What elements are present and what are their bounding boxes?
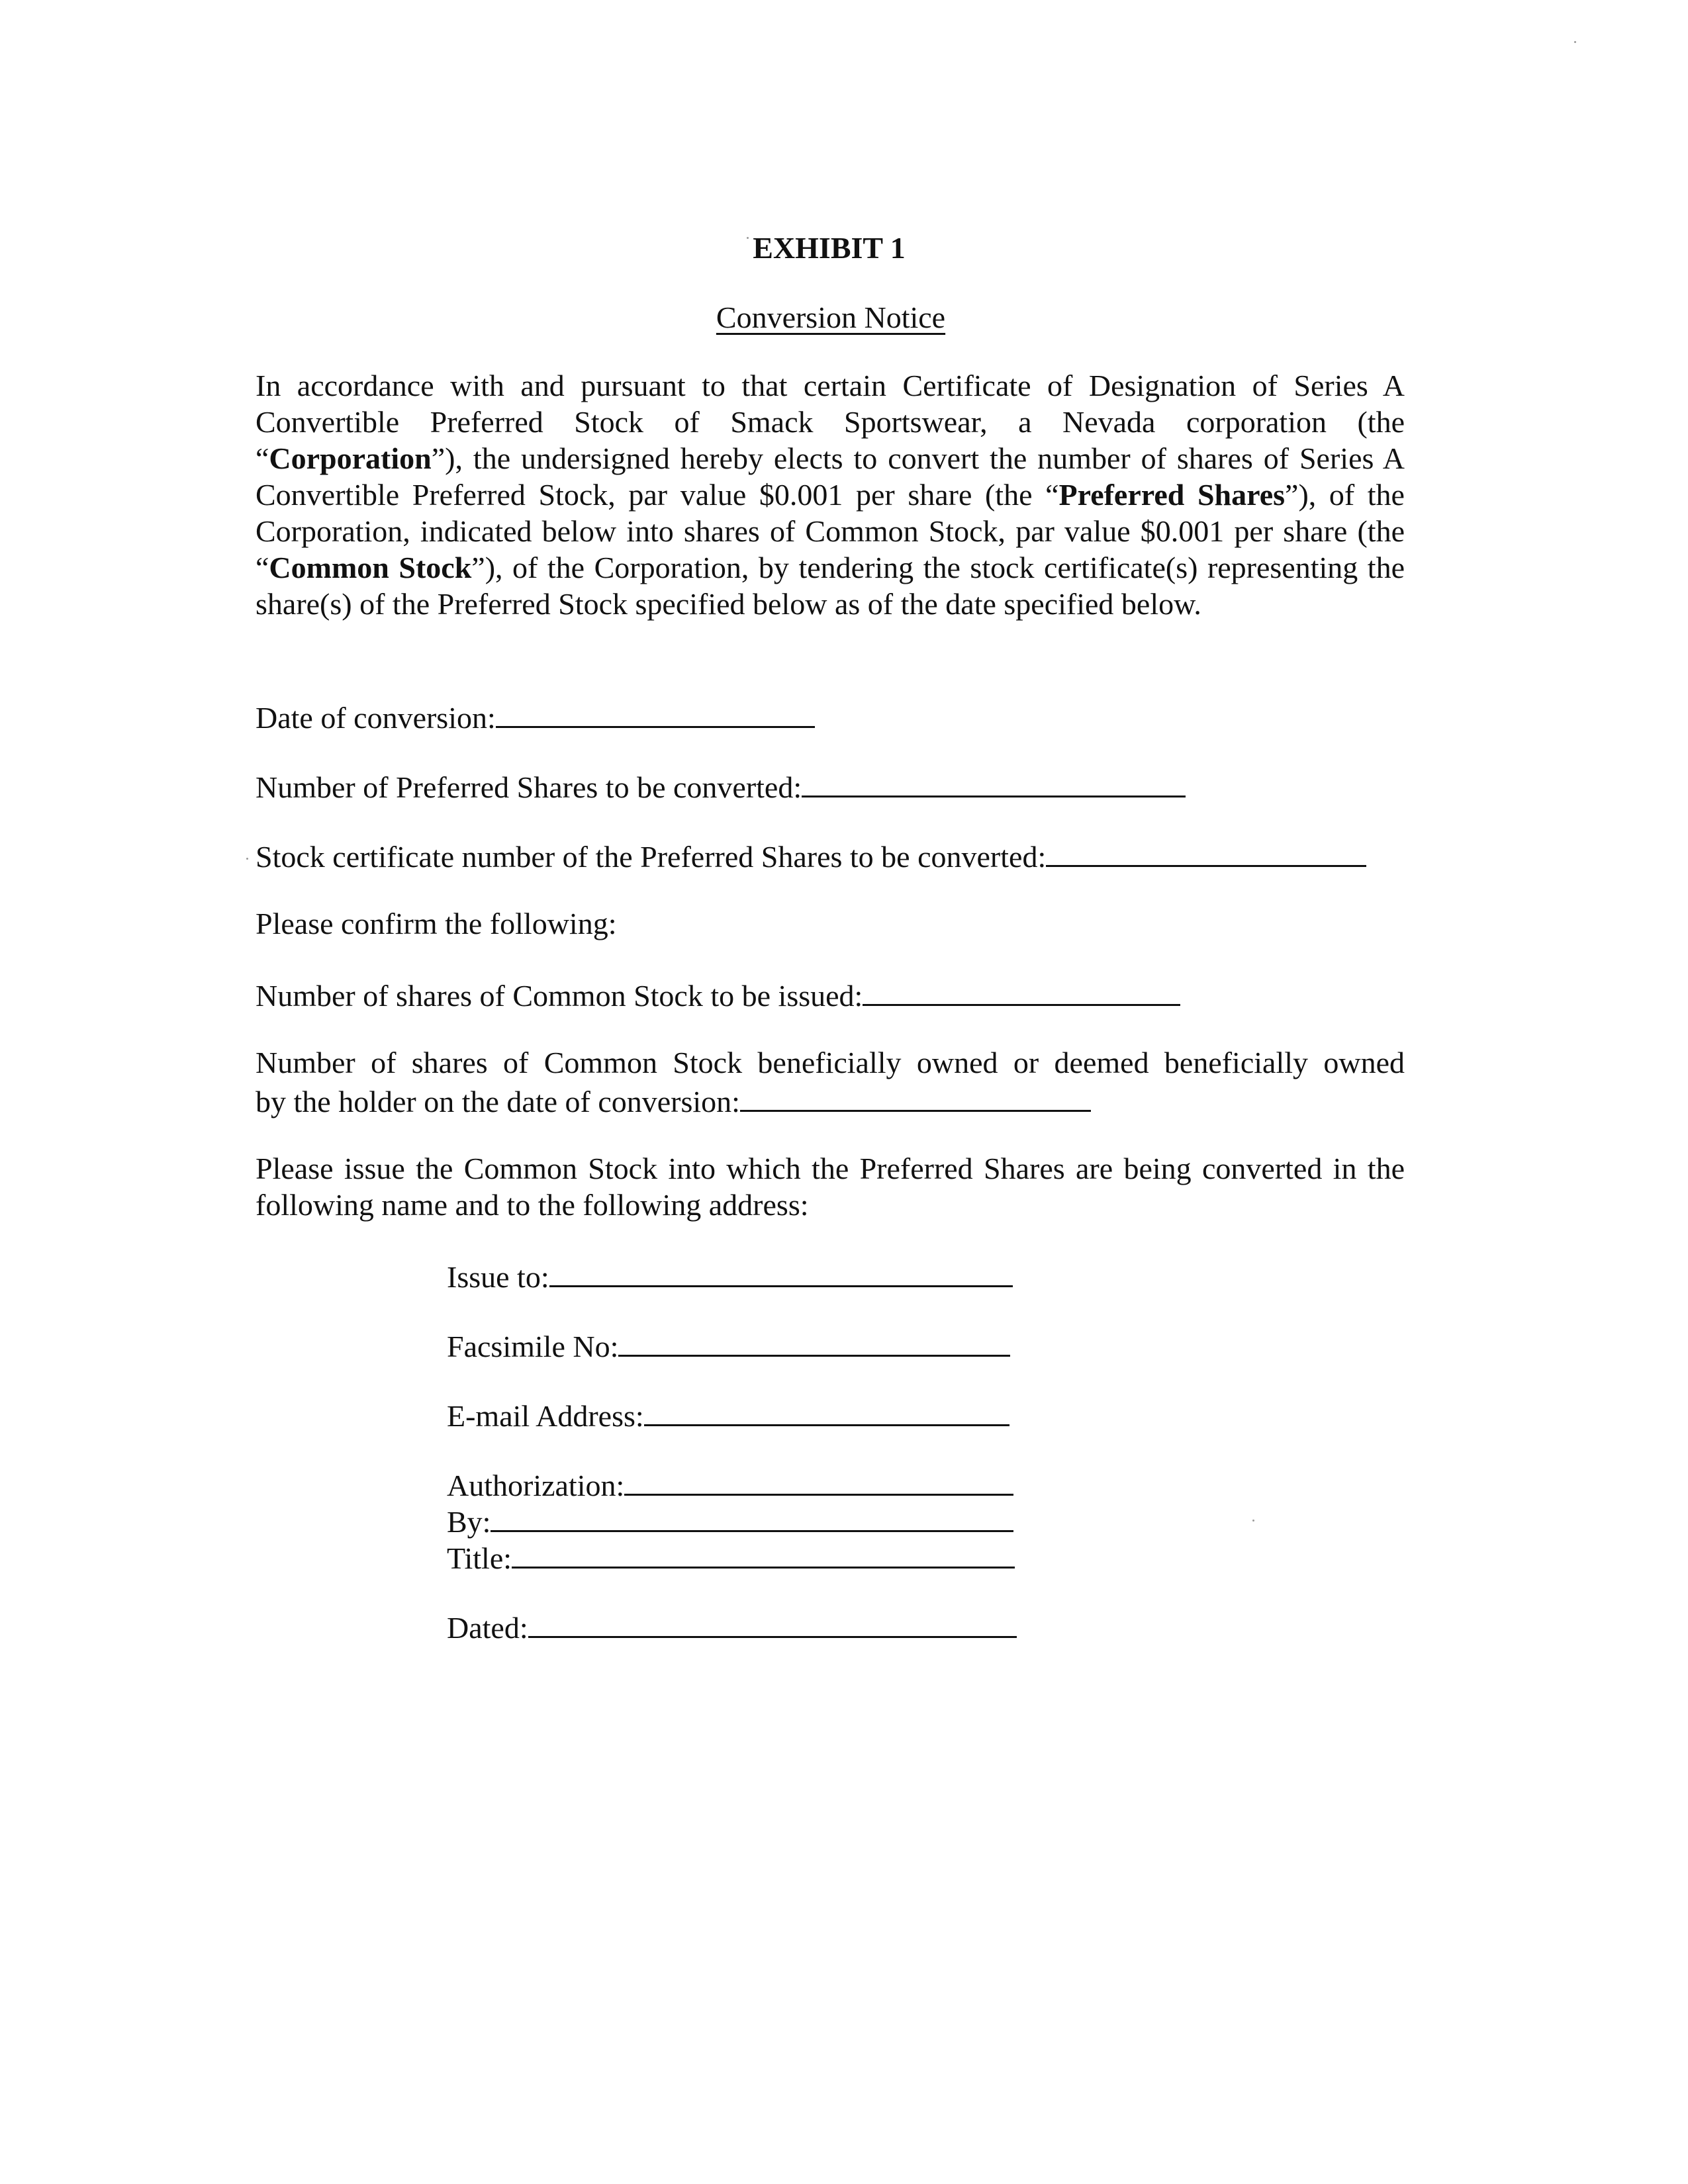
issue-instruction: Please issue the Common Stock into which the Preferred Shares are being converted in the following name and to the following address: [256,1152,1405,1222]
issue-to-row [447,1256,1013,1295]
intro-part-4: ”), of the Corporation, by tendering the stock certificate(s) representing the share(s) of the Preferred Stock specified below as of the date specified below. [256,551,1405,621]
scan-speck [246,858,248,860]
scan-speck [1574,41,1576,43]
issue-to-blank[interactable] [549,1256,1013,1287]
date-of-conversion-row [256,697,815,736]
certificate-number-label: Stock certificate number of the Preferred Shares to be converted: [256,840,1047,874]
authorization-label: Authorization: [447,1469,625,1502]
dated-row [447,1607,1017,1646]
intro-part-1: In accordance with and pursuant to that certain Certificate of Designation of Series A Convertible Preferred Stock of Smack Sportswear, a Nevada corporation (the “ [256,369,1405,475]
beneficially-owned-line1: Number of shares of Common Stock beneficially owned or deemed beneficially owned [256,1046,1405,1079]
authorization-blank[interactable] [624,1465,1013,1496]
facsimile-label: Facsimile No: [447,1330,619,1363]
notice-subtitle: Conversion Notice [716,300,946,334]
common-stock-term: Common Stock [269,551,472,584]
intro-paragraph [256,367,1405,622]
number-preferred-blank[interactable] [802,766,1186,797]
beneficially-owned-blank[interactable] [740,1081,1091,1112]
beneficially-owned-label: by the holder on the date of conversion: [256,1085,740,1118]
exhibit-title: EXHIBIT 1 [753,231,906,265]
intro-part-3: ”), of the Corporation, indicated below into shares of Common Stock, par value $0.001 per share (the “ [256,478,1405,584]
dated-label: Dated: [447,1611,528,1645]
facsimile-row [447,1326,1010,1365]
scan-speck [747,237,749,239]
email-blank[interactable] [644,1395,1009,1426]
certificate-number-blank[interactable] [1046,836,1366,867]
by-row [447,1501,1013,1540]
by-blank[interactable] [491,1501,1013,1532]
number-preferred-row [256,766,1186,805]
email-label: E-mail Address: [447,1399,644,1433]
number-preferred-label: Number of Preferred Shares to be converted: [256,770,802,804]
facsimile-blank[interactable] [618,1326,1010,1357]
title-row [447,1537,1015,1576]
common-to-issue-blank[interactable] [863,975,1180,1006]
certificate-number-row [256,836,1366,875]
intro-part-2: ”), the undersigned hereby elects to convert the number of shares of Series A Convertible Preferred Stock, par value $0.001 per share (the “ [256,441,1405,512]
preferred-shares-term: Preferred Shares [1058,478,1286,512]
title-label: Title: [447,1541,512,1575]
common-to-issue-label: Number of shares of Common Stock to be issued: [256,979,863,1013]
email-row [447,1395,1009,1434]
please-confirm-label: Please confirm the following: [256,907,617,940]
common-to-issue-row [256,975,1180,1014]
dated-blank[interactable] [528,1607,1017,1638]
date-of-conversion-blank[interactable] [496,697,815,728]
date-of-conversion-label: Date of conversion: [256,701,496,735]
corporation-term: Corporation [269,441,432,475]
issue-to-label: Issue to: [447,1260,549,1294]
scan-speck [1252,1520,1254,1522]
beneficially-owned-row [256,1081,1091,1120]
title-blank[interactable] [512,1537,1015,1569]
by-label: By: [447,1505,491,1539]
authorization-row [447,1465,1013,1504]
